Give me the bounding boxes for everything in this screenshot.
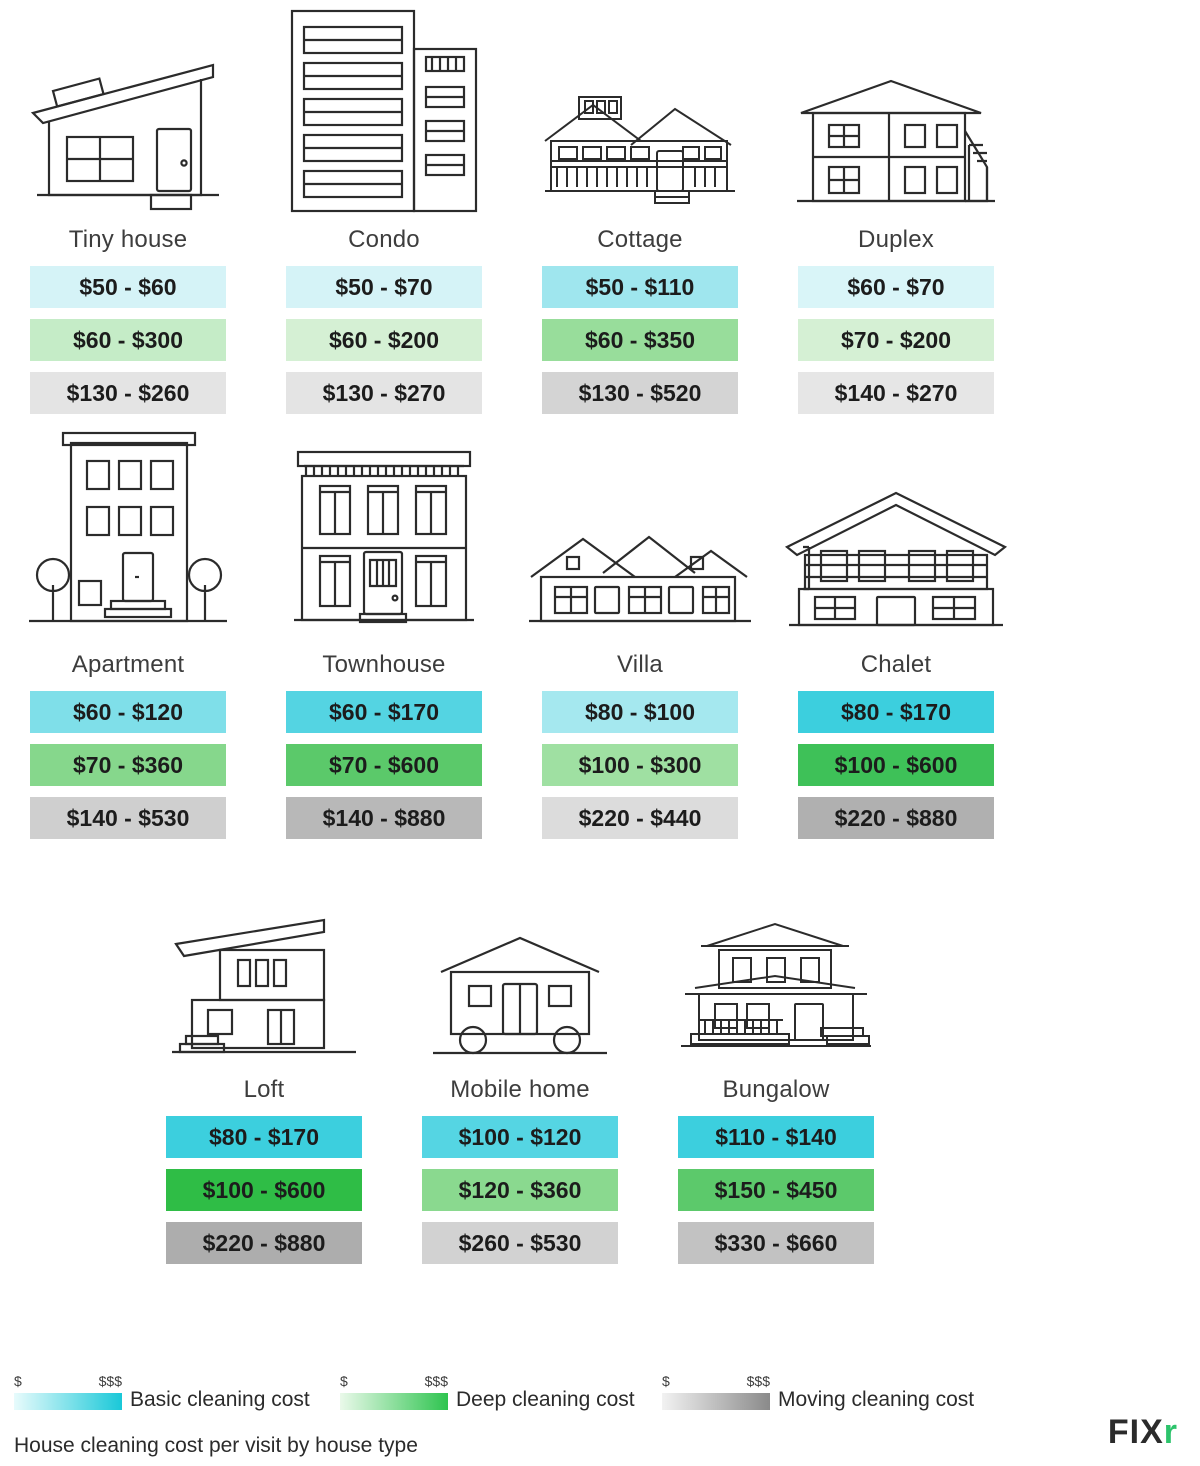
chart-caption: House cleaning cost per visit by house type <box>14 1434 418 1457</box>
moving-cleaning-price: $130 - $520 <box>542 372 738 414</box>
legend-label-deep: Deep cleaning cost <box>456 1388 635 1411</box>
chalet-icon <box>771 425 1021 645</box>
legend-item-basic <box>14 1373 310 1411</box>
house-type-card-cottage <box>512 0 768 425</box>
house-type-card-chalet <box>768 425 1024 850</box>
house-type-card-apartment <box>0 425 256 850</box>
legend-gradient-deep <box>340 1373 448 1410</box>
basic-cleaning-price: $80 - $170 <box>798 691 994 733</box>
house-type-label: Bungalow <box>722 1076 830 1103</box>
deep-cleaning-price: $120 - $360 <box>422 1169 618 1211</box>
deep-cleaning-price: $70 - $600 <box>286 744 482 786</box>
house-type-card-villa <box>512 425 768 850</box>
basic-cleaning-price: $60 - $70 <box>798 266 994 308</box>
townhouse-icon <box>259 425 509 645</box>
house-type-row <box>0 850 1200 1275</box>
legend-gradient-basic <box>14 1373 122 1410</box>
condo-icon <box>259 0 509 220</box>
house-type-card-townhouse <box>256 425 512 850</box>
legend-label-basic: Basic cleaning cost <box>130 1388 310 1411</box>
deep-cleaning-price: $60 - $350 <box>542 319 738 361</box>
house-type-card-tiny-house <box>0 0 256 425</box>
house-type-card-duplex <box>768 0 1024 425</box>
deep-cleaning-price: $70 - $200 <box>798 319 994 361</box>
tiny-house-icon <box>3 0 253 220</box>
moving-cleaning-price: $220 - $440 <box>542 797 738 839</box>
fixr-logo <box>1108 1413 1178 1452</box>
basic-cleaning-price: $80 - $170 <box>166 1116 362 1158</box>
legend-low-symbol: $ <box>340 1373 348 1389</box>
moving-cleaning-price: $220 - $880 <box>798 797 994 839</box>
mobile-home-icon <box>395 850 645 1070</box>
bungalow-icon <box>651 850 901 1070</box>
house-type-label: Loft <box>243 1076 285 1103</box>
legend <box>0 1372 1200 1432</box>
deep-cleaning-price: $150 - $450 <box>678 1169 874 1211</box>
legend-high-symbol: $$$ <box>98 1373 122 1389</box>
house-type-label: Mobile home <box>450 1076 590 1103</box>
legend-high-symbol: $$$ <box>424 1373 448 1389</box>
moving-cleaning-price: $140 - $270 <box>798 372 994 414</box>
loft-icon <box>139 850 389 1070</box>
house-type-card-loft <box>136 850 392 1275</box>
house-type-row <box>0 425 1200 850</box>
cottage-icon <box>515 0 765 220</box>
moving-cleaning-price: $140 - $530 <box>30 797 226 839</box>
legend-label-moving: Moving cleaning cost <box>778 1388 975 1411</box>
house-type-card-condo <box>256 0 512 425</box>
deep-cleaning-price: $70 - $360 <box>30 744 226 786</box>
house-type-label: Tiny house <box>68 226 188 253</box>
legend-item-moving <box>662 1373 975 1411</box>
moving-cleaning-price: $140 - $880 <box>286 797 482 839</box>
basic-cleaning-price: $60 - $170 <box>286 691 482 733</box>
basic-cleaning-price: $100 - $120 <box>422 1116 618 1158</box>
brand-accent-letter: r <box>1163 1413 1178 1451</box>
deep-cleaning-price: $60 - $300 <box>30 319 226 361</box>
house-type-label: Apartment <box>71 651 185 678</box>
basic-cleaning-price: $60 - $120 <box>30 691 226 733</box>
moving-cleaning-price: $130 - $270 <box>286 372 482 414</box>
house-type-label: Condo <box>348 226 420 253</box>
basic-cleaning-price: $50 - $70 <box>286 266 482 308</box>
basic-cleaning-price: $80 - $100 <box>542 691 738 733</box>
legend-high-symbol: $$$ <box>746 1373 770 1389</box>
legend-low-symbol: $ <box>662 1373 670 1389</box>
deep-cleaning-price: $60 - $200 <box>286 319 482 361</box>
moving-cleaning-price: $330 - $660 <box>678 1222 874 1264</box>
basic-cleaning-price: $110 - $140 <box>678 1116 874 1158</box>
deep-cleaning-price: $100 - $600 <box>166 1169 362 1211</box>
house-type-label: Townhouse <box>322 651 446 678</box>
house-type-row <box>0 0 1200 425</box>
house-type-card-mobile-home <box>392 850 648 1275</box>
house-type-label: Villa <box>617 651 663 678</box>
brand-text: FIX <box>1107 1413 1164 1451</box>
basic-cleaning-price: $50 - $110 <box>542 266 738 308</box>
basic-cleaning-price: $50 - $60 <box>30 266 226 308</box>
villa-icon <box>515 425 765 645</box>
duplex-icon <box>771 0 1021 220</box>
house-type-label: Chalet <box>860 651 932 678</box>
legend-gradient-moving <box>662 1373 770 1410</box>
moving-cleaning-price: $220 - $880 <box>166 1222 362 1264</box>
house-type-card-bungalow <box>648 850 904 1275</box>
moving-cleaning-price: $260 - $530 <box>422 1222 618 1264</box>
legend-low-symbol: $ <box>14 1373 22 1389</box>
deep-cleaning-price: $100 - $300 <box>542 744 738 786</box>
house-type-label: Duplex <box>858 226 934 253</box>
legend-item-deep <box>340 1373 635 1411</box>
apartment-icon <box>3 425 253 645</box>
deep-cleaning-price: $100 - $600 <box>798 744 994 786</box>
moving-cleaning-price: $130 - $260 <box>30 372 226 414</box>
house-type-label: Cottage <box>597 226 683 253</box>
